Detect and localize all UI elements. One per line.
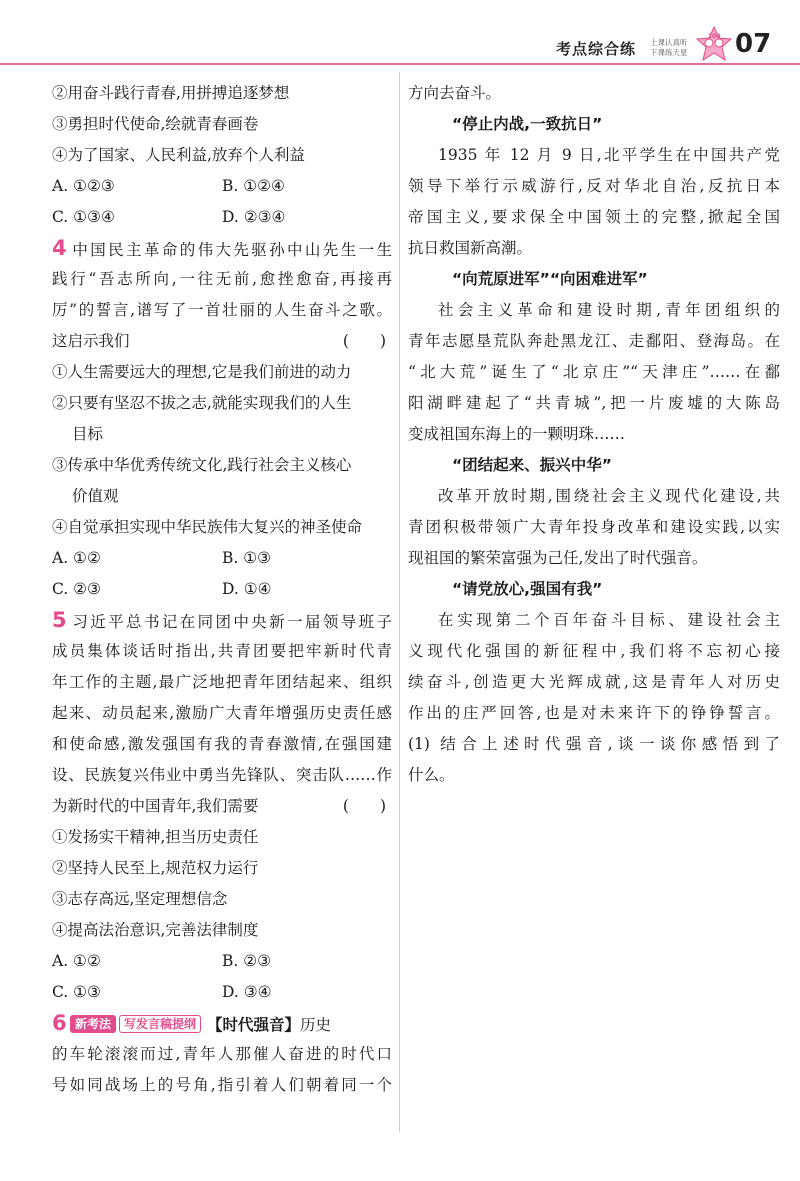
slogan bbox=[650, 38, 688, 58]
q4-statement-1: ①人生需要远大的理想,它是我们前进的动力 bbox=[52, 363, 352, 381]
q6-theme: 【时代强音】 bbox=[207, 1016, 301, 1034]
q5-option-c: C. ①③ bbox=[52, 983, 101, 1001]
q3-option-a: A. ①②③ bbox=[52, 177, 115, 195]
q4-answer-paren: ( ) bbox=[342, 332, 386, 350]
q3-option-b: B. ①②④ bbox=[222, 177, 285, 195]
section-heading-2: “向荒原进军”“向困难进军” bbox=[452, 270, 648, 288]
section-2-line-3: “北大荒”诞生了“北京庄”“天津庄”……在鄱 bbox=[408, 363, 780, 381]
mascot-badge: 100 bbox=[707, 33, 721, 40]
section-heading-3: “团结起来、振兴中华” bbox=[452, 456, 612, 474]
q4-statement-2-cont: 目标 bbox=[72, 425, 104, 443]
q4-statement-2: ②只要有坚忍不拔之志,就能实现我们的人生 bbox=[52, 394, 352, 412]
q5-option-b: B. ②③ bbox=[222, 952, 272, 970]
slogan-line-1: 上课认真听 bbox=[650, 38, 688, 47]
section-1-line-4: 抗日救国新高潮。 bbox=[408, 239, 533, 257]
q4-stem-line-1: 4 中国民主革命的伟大先驱孙中山先生一生 bbox=[52, 233, 392, 264]
page-header bbox=[0, 0, 800, 66]
q4-options-row-1 bbox=[52, 543, 392, 574]
q5-number: 5 bbox=[52, 608, 67, 632]
section-3-line-3: 现祖国的繁荣富强为己任,发出了时代强音。 bbox=[408, 549, 708, 567]
q3-statement-2: ②用奋斗践行青春,用拼搏追逐梦想 bbox=[52, 84, 290, 102]
sub-question-1-line-1: (1) 结合上述时代强音,谈一谈你感悟到了 bbox=[408, 735, 780, 753]
section-4-line-4: 作出的庄严回答,也是对未来许下的铮铮誓言。 bbox=[408, 704, 780, 722]
section-4-line-2: 义现代化强国的新征程中,我们将不忘初心接 bbox=[408, 642, 780, 660]
q5-stem-line-3: 年工作的主题,最广泛地把青年团结起来、组织 bbox=[52, 673, 392, 691]
section-2-line-2: 青年志愿垦荒队奔赴黑龙江、走鄱阳、登海岛。在 bbox=[408, 332, 780, 350]
page-number: 07 bbox=[735, 29, 772, 59]
q5-stem-line-7: 为新时代的中国青年,我们需要 ( ) bbox=[52, 791, 392, 822]
q5-options-row-2 bbox=[52, 977, 392, 1008]
question-type-tag: 写发言稿提纲 bbox=[119, 1015, 201, 1033]
q3-options-row-2 bbox=[52, 202, 392, 233]
q5-stem-line-4: 起来、动员起来,激励广大青年增强历史责任感 bbox=[52, 704, 392, 722]
section-3-line-1: 改革开放时期,围绕社会主义现代化建设,共 bbox=[438, 487, 780, 505]
section-2-line-5: 变成祖国东海上的一颗明珠…… bbox=[408, 425, 626, 443]
q4-stem-line-2: 践行“吾志所向,一往无前,愈挫愈奋,再接再 bbox=[52, 270, 392, 288]
q4-statement-3-cont: 价值观 bbox=[72, 487, 119, 505]
q4-option-b: B. ①③ bbox=[222, 549, 272, 567]
q4-statement-4: ④自觉承担实现中华民族伟大复兴的神圣使命 bbox=[52, 518, 363, 536]
q5-stem-line-6: 设、民族复兴伟业中勇当先锋队、突击队……作 bbox=[52, 766, 392, 784]
q5-stem-line-2: 成员集体谈话时指出,共青团要把牢新时代青 bbox=[52, 642, 392, 660]
section-heading-4: “请党放心,强国有我” bbox=[452, 580, 603, 598]
q6-first-line bbox=[52, 1008, 392, 1039]
q4-stem-line-3: 厉”的誓言,谱写了一首壮丽的人生奋斗之歌。 bbox=[52, 301, 392, 319]
section-3-line-2: 青团积极带领广大青年投身改革和建设实践,以实 bbox=[408, 518, 780, 536]
q4-statement-3: ③传承中华优秀传统文化,践行社会主义核心 bbox=[52, 456, 352, 474]
q3-option-c: C. ①③④ bbox=[52, 208, 115, 226]
new-method-tag: 新考法 bbox=[70, 1015, 116, 1033]
q6-first-line-tail: 历史 bbox=[300, 1016, 332, 1034]
section-4-line-1: 在实现第二个百年奋斗目标、建设社会主 bbox=[438, 611, 780, 629]
section-2-line-1: 社会主义革命和建设时期,青年团组织的 bbox=[438, 301, 780, 319]
section-title: 考点综合练 bbox=[556, 40, 637, 58]
q4-number: 4 bbox=[52, 236, 67, 260]
q6-line-3: 号如同战场上的号角,指引着人们朝着同一个 bbox=[52, 1076, 392, 1094]
section-1-line-2: 领导下举行示威游行,反对华北自治,反抗日本 bbox=[408, 177, 780, 195]
sub-question-1-line-2: 什么。 bbox=[408, 766, 455, 784]
q4-option-c: C. ②③ bbox=[52, 580, 101, 598]
q4-stem-line-4: 这启示我们 ( ) bbox=[52, 326, 392, 357]
q6-line-2: 的车轮滚滚而过,青年人那催人奋进的时代口 bbox=[52, 1045, 392, 1063]
section-1-line-1: 1935 年 12 月 9 日,北平学生在中国共产党 bbox=[438, 146, 780, 164]
q5-stem-line-5: 和使命感,激发强国有我的青春激情,在强国建 bbox=[52, 735, 392, 753]
q5-statement-4: ④提高法治意识,完善法律制度 bbox=[52, 921, 259, 939]
q5-stem-line-1: 5 习近平总书记在同团中央新一届领导班子 bbox=[52, 605, 392, 636]
q5-answer-paren: ( ) bbox=[342, 797, 386, 815]
q5-option-d: D. ③④ bbox=[222, 983, 272, 1001]
q5-statement-2: ②坚持人民至上,规范权力运行 bbox=[52, 859, 259, 877]
header-divider bbox=[0, 63, 800, 65]
q4-options-row-2 bbox=[52, 574, 392, 605]
q5-options-row-1 bbox=[52, 946, 392, 977]
right-column bbox=[408, 78, 780, 791]
slogan-line-2: 下课练天星 bbox=[650, 48, 688, 57]
q3-option-d: D. ②③④ bbox=[222, 208, 286, 226]
q3-options-row-1 bbox=[52, 171, 392, 202]
q3-statement-3: ③勇担时代使命,绘就青春画卷 bbox=[52, 115, 259, 133]
column-divider bbox=[399, 72, 400, 1132]
section-4-line-3: 续奋斗,创造更大光辉成就,这是青年人对历史 bbox=[408, 673, 780, 691]
section-heading-1: “停止内战,一致抗日” bbox=[452, 115, 603, 133]
section-2-line-4: 阳湖畔建起了“共青城”,把一片废墟的大陈岛 bbox=[408, 394, 780, 412]
q5-statement-1: ①发扬实干精神,担当历史责任 bbox=[52, 828, 259, 846]
mascot-star-icon bbox=[695, 26, 733, 66]
q4-option-a: A. ①② bbox=[52, 549, 101, 567]
section-1-line-3: 帝国主义,要求保全中国领土的完整,掀起全国 bbox=[408, 208, 780, 226]
q5-statement-3: ③志存高远,坚定理想信念 bbox=[52, 890, 228, 908]
left-column bbox=[52, 78, 392, 1101]
q5-option-a: A. ①② bbox=[52, 952, 101, 970]
q6-number: 6 bbox=[52, 1011, 67, 1035]
q4-option-d: D. ①④ bbox=[222, 580, 272, 598]
q3-statement-4: ④为了国家、人民利益,放弃个人利益 bbox=[52, 146, 305, 164]
q6-continuation: 方向去奋斗。 bbox=[408, 84, 502, 102]
